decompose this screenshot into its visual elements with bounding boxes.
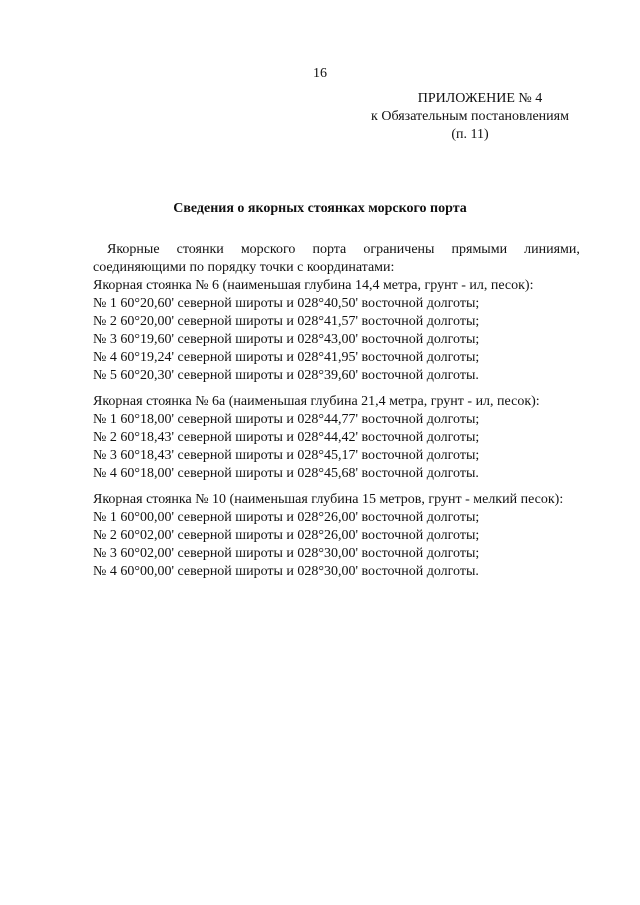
coordinate-point: № 1 60°00,00' северной широты и 028°26,00' восточной долготы;	[93, 510, 480, 525]
intro-word: морского	[240, 242, 296, 257]
coordinate-point: № 1 60°20,60' северной широты и 028°40,50' восточной долготы;	[93, 296, 480, 311]
coordinate-point: № 4 60°19,24' северной широты и 028°41,95' восточной долготы;	[93, 350, 480, 365]
anchorage-section-6	[93, 277, 583, 385]
anchorage-section-6a	[93, 393, 583, 483]
coordinate-point: № 3 60°18,43' северной широты и 028°45,17' восточной долготы;	[93, 448, 480, 463]
document-title: Сведения о якорных стоянках морского порта	[173, 201, 467, 216]
coordinate-point: № 2 60°18,43' северной широты и 028°44,42' восточной долготы;	[93, 430, 480, 445]
section-heading: Якорная стоянка № 6а (наименьшая глубина 21,4 метра, грунт - ил, песок):	[93, 394, 540, 409]
coordinate-point: № 5 60°20,30' северной широты и 028°39,60' восточной долготы.	[93, 368, 479, 383]
coordinate-point: № 2 60°20,00' северной широты и 028°41,57' восточной долготы;	[93, 314, 480, 329]
appendix-block	[350, 90, 590, 144]
coordinate-point: № 4 60°00,00' северной широты и 028°30,00' восточной долготы.	[93, 564, 479, 579]
appendix-title: ПРИЛОЖЕНИЕ № 4	[417, 91, 543, 106]
coordinate-point: № 4 60°18,00' северной широты и 028°45,68' восточной долготы.	[93, 466, 479, 481]
anchorage-section-10	[93, 491, 583, 581]
intro-word: ограничены	[363, 242, 435, 257]
coordinate-point: № 3 60°19,60' северной широты и 028°43,00' восточной долготы;	[93, 332, 480, 347]
appendix-clause: (п. 11)	[451, 127, 489, 142]
intro-line-1	[93, 241, 580, 259]
intro-word: стоянки	[176, 242, 224, 257]
intro-word: линиями,	[524, 242, 580, 257]
coordinate-point: № 2 60°02,00' северной широты и 028°26,00' восточной долготы;	[93, 528, 480, 543]
section-heading: Якорная стоянка № 6 (наименьшая глубина 14,4 метра, грунт - ил, песок):	[93, 278, 534, 293]
coordinate-point: № 3 60°02,00' северной широты и 028°30,00' восточной долготы;	[93, 546, 480, 561]
intro-word: Якорные	[107, 242, 160, 257]
coordinate-point: № 1 60°18,00' северной широты и 028°44,77' восточной долготы;	[93, 412, 480, 427]
intro-line-2: соединяющими по порядку точки с координатами:	[93, 260, 395, 275]
page-number: 16	[313, 66, 327, 81]
section-heading: Якорная стоянка № 10 (наименьшая глубина 15 метров, грунт - мелкий песок):	[93, 492, 564, 507]
intro-word: прямыми	[451, 242, 508, 257]
intro-paragraph	[93, 241, 580, 277]
intro-word: порта	[312, 242, 347, 257]
appendix-subtitle: к Обязательным постановлениям	[371, 109, 569, 124]
